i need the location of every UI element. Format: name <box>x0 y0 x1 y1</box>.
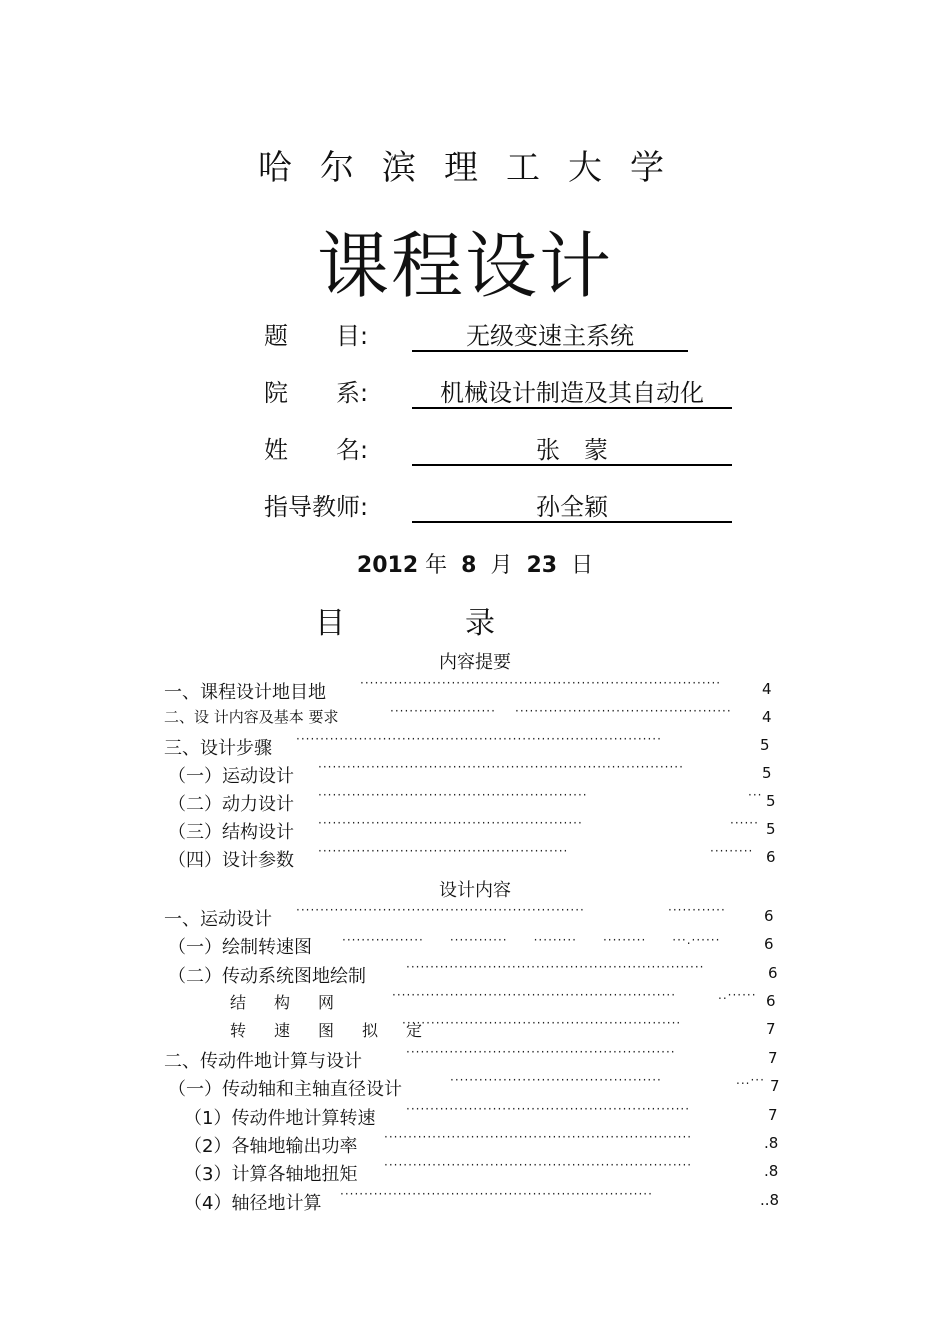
date-year: 2012 <box>356 553 419 578</box>
field-topic-value: 无级变速主系统 <box>412 316 688 352</box>
toc-summary-row[interactable] <box>0 734 950 760</box>
toc-leader-dots-secondary: ············································· <box>515 704 732 718</box>
toc-entry-label: 结构网 <box>230 993 363 1012</box>
toc-entry-label: （一）绘制转速图 <box>168 937 312 958</box>
toc-content-row[interactable] <box>0 1075 950 1101</box>
toc-content-row[interactable] <box>0 1104 950 1130</box>
toc-page-number: .8 <box>764 1162 779 1180</box>
toc-leader-dots-secondary: ...··· <box>736 1073 765 1087</box>
toc-summary-row[interactable] <box>0 678 950 704</box>
toc-section-heading-summary: 内容提要 <box>439 652 511 673</box>
toc-summary-row[interactable] <box>0 846 950 872</box>
toc-page-number: 7 <box>768 1049 778 1067</box>
toc-page-number: 7 <box>770 1077 780 1095</box>
toc-content-row[interactable] <box>0 905 950 931</box>
toc-summary-row[interactable] <box>0 706 950 732</box>
toc-leader-dots: ···················································· <box>318 844 569 858</box>
toc-leader-dots: ··························································· <box>406 1102 691 1116</box>
toc-leader-dots: ························································ <box>406 1045 676 1059</box>
toc-content-row[interactable] <box>0 933 950 959</box>
toc-page-number: 6 <box>766 992 776 1010</box>
field-department-label: 院 系: <box>264 379 369 407</box>
toc-page-number: .8 <box>764 1134 779 1152</box>
toc-entry-label: （三）结构设计 <box>168 822 294 843</box>
toc-leader-dots: ···························································· <box>296 903 585 917</box>
toc-content-row[interactable] <box>0 1160 950 1186</box>
toc-entry-label: 三、设计步骤 <box>164 738 272 759</box>
toc-summary-row[interactable] <box>0 818 950 844</box>
toc-content-row[interactable] <box>0 990 950 1016</box>
toc-entry-label: （二）传动系统图地绘制 <box>168 966 366 987</box>
toc-entry-label: （1）传动件地计算转速 <box>184 1108 376 1129</box>
field-advisor-value: 孙全颖 <box>412 487 732 523</box>
field-advisor-label: 指导教师: <box>264 493 369 521</box>
toc-entry-label: （二）动力设计 <box>168 794 294 815</box>
toc-page-number: 5 <box>766 792 776 810</box>
toc-entry-label: 一、课程设计地目地 <box>164 682 326 703</box>
toc-content-row[interactable] <box>0 1189 950 1215</box>
toc-entry-label: （4）轴径地计算 <box>184 1193 322 1214</box>
toc-leader-dots: ············································································ <box>296 732 662 746</box>
date-line <box>0 548 950 579</box>
toc-leader-dots-secondary: ············ <box>668 903 726 917</box>
field-topic-label: 题 目: <box>264 322 369 350</box>
toc-entry-label: 一、运动设计 <box>164 909 272 930</box>
toc-page-number: 6 <box>764 935 774 953</box>
university-name: 哈尔滨理工大学 <box>258 148 692 188</box>
toc-summary-row[interactable] <box>0 790 950 816</box>
toc-entry-label: 二、设 计内容及基本 要求 <box>164 708 339 726</box>
toc-page-number: 6 <box>768 964 778 982</box>
toc-leader-dots-secondary: ··· <box>748 788 763 802</box>
toc-title: 目录 <box>315 606 615 641</box>
toc-leader-dots: ············································································ <box>318 760 684 774</box>
toc-page-number: 5 <box>762 764 772 782</box>
toc-entry-label: 转速图拟定 <box>230 1021 451 1040</box>
toc-page-number: 6 <box>766 848 776 866</box>
toc-leader-dots-secondary: ..······ <box>718 988 757 1002</box>
toc-leader-dots: ································································ <box>384 1158 693 1172</box>
toc-entry-label: （一）传动轴和主轴直径设计 <box>168 1079 402 1100</box>
toc-page-number: 5 <box>760 736 770 754</box>
toc-section-heading-content: 设计内容 <box>439 880 511 901</box>
date-day-unit: 日 <box>571 553 594 578</box>
toc-entry-label: （四）设计参数 <box>168 850 294 871</box>
toc-entry-label: （3）计算各轴地扭矩 <box>184 1164 358 1185</box>
toc-page-number: 4 <box>762 708 772 726</box>
toc-page-number: 6 <box>764 907 774 925</box>
date-year-unit: 年 <box>425 553 448 578</box>
field-department-value: 机械设计制造及其自动化 <box>412 373 732 409</box>
toc-entry-label: （2）各轴地输出功率 <box>184 1136 358 1157</box>
toc-entry-label: 二、传动件地计算与设计 <box>164 1051 362 1072</box>
date-month-unit: 月 <box>490 553 513 578</box>
toc-leader-dots: ················· ············ ········· ········· ···.······ <box>342 933 721 947</box>
toc-leader-dots: ································································· <box>340 1187 653 1201</box>
field-name-label: 姓 名: <box>264 436 369 464</box>
toc-page-number: 5 <box>766 820 776 838</box>
toc-leader-dots: ································································ <box>384 1130 693 1144</box>
toc-leader-dots-secondary: ······ <box>730 816 759 830</box>
toc-content-row[interactable] <box>0 1018 950 1044</box>
toc-content-row[interactable] <box>0 962 950 988</box>
toc-leader-dots: ··························································· <box>392 988 677 1002</box>
toc-leader-dots-secondary: ········· <box>710 844 754 858</box>
date-month: 8 <box>461 553 477 578</box>
toc-page-number: 7 <box>766 1020 776 1038</box>
toc-page-number: 4 <box>762 680 772 698</box>
field-name-value: 张 蒙 <box>412 430 732 466</box>
toc-leader-dots: ························································ <box>318 788 588 802</box>
toc-page-number: ..8 <box>760 1191 780 1209</box>
toc-entry-label: （一）运动设计 <box>168 766 294 787</box>
toc-leader-dots: ··········································································· <box>360 676 722 690</box>
document-type-title: 课程设计 <box>316 224 613 308</box>
toc-leader-dots: ······················································· <box>318 816 583 830</box>
toc-summary-row[interactable] <box>0 762 950 788</box>
toc-leader-dots: ······························································ <box>406 960 705 974</box>
date-day: 23 <box>526 553 558 578</box>
toc-leader-dots: ·························································· <box>402 1016 682 1030</box>
toc-content-row[interactable] <box>0 1132 950 1158</box>
toc-leader-dots: ······················ <box>390 704 496 718</box>
toc-content-row[interactable] <box>0 1047 950 1073</box>
toc-page-number: 7 <box>768 1106 778 1124</box>
toc-leader-dots: ············································ <box>450 1073 662 1087</box>
